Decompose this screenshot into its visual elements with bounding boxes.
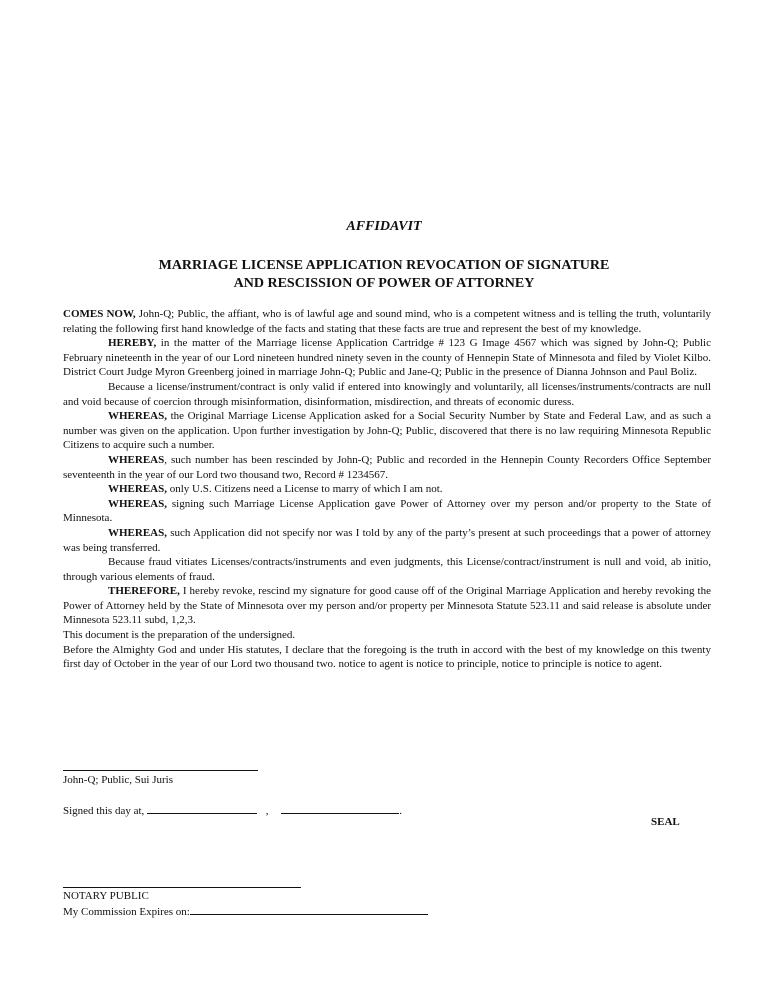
paragraph-lead: WHEREAS, [108, 497, 167, 510]
paragraph-text: only U.S. Citizens need a License to marry of which I am not. [167, 483, 443, 496]
paragraph-lead: WHEREAS [108, 453, 165, 466]
notary-label: NOTARY PUBLIC [63, 890, 149, 902]
commission-expires [63, 904, 428, 919]
paragraph-lead: COMES NOW, [63, 308, 136, 320]
affidavit-body [63, 307, 711, 672]
paragraph-text: I hereby revoke, rescind my signature for good cause off of the Original Marriage Application and hereby revoking the Power of Attorney held by the State of Minnesota over my person and/or property per Minnesota Statute 523.11 and said release is absolute under Minnesota 523.11 subd, 1,2,3. [63, 585, 711, 627]
paragraph-text: John-Q; Public, the affiant, who is of lawful age and sound mind, who is a competent witness and is telling the truth, voluntarily relating the following first hand knowledge of the facts and stating that these facts are true and represent the best of my knowledge. [63, 308, 712, 335]
paragraph-text: signing such Marriage License Application gave Power of Attorney over my person and/or property to the State of Minnesota. [63, 497, 711, 525]
paragraph-lead: HEREBY, [108, 337, 157, 350]
document-subtitle [0, 257, 768, 293]
paragraph-text: such Application did not specify nor was I told by any of the party’s present at such proceedings that a power of attorney was being transferred. [63, 526, 711, 554]
commission-label: My Commission Expires on: [63, 906, 190, 918]
paragraph-lead: THEREFORE, [108, 585, 180, 598]
subtitle-line-2: AND RESCISSION OF POWER OF ATTORNEY [233, 276, 535, 291]
paragraph-lead: WHEREAS, [108, 483, 167, 496]
signed-place-blank [147, 803, 257, 814]
commission-date-blank [190, 904, 428, 915]
paragraph-whereas-citizens [63, 482, 711, 497]
notary-signature-line [63, 887, 301, 888]
paragraph-comes-now [63, 307, 711, 336]
paragraph-text: Because a license/instrument/contract is only valid if entered into knowingly and voluntarily, all licenses/instruments/contracts are null and void because of coercion through misinformation, disinformation, misdirection, and threats of economic duress. [63, 380, 711, 408]
paragraph-lead: WHEREAS, [108, 410, 167, 423]
paragraph-whereas-specify [63, 526, 711, 555]
paragraph-therefore [63, 584, 711, 628]
paragraph-lead: WHEREAS, [108, 526, 167, 539]
paragraph-text: the Original Marriage License Application asked for a Social Security Number by State and Federal Law, and as such a number was given on the application. Upon further investigation by John-Q; Public, discovered that there is no law requiring Minnesota Republic Citizens to acquire such a number. [63, 410, 711, 452]
paragraph-text: Because fraud vitiates Licenses/contracts/instruments and even judgments, this License/contract/instrument is null and void, ab initio, through various elements of fraud. [63, 556, 711, 583]
paragraph-hereby [63, 336, 711, 380]
seal-label: SEAL [651, 816, 680, 828]
signed-label: Signed this day at, [63, 805, 145, 817]
document-title: AFFIDAVIT [346, 219, 422, 234]
paragraph-whereas-power [63, 497, 711, 526]
paragraph-whereas-ssn [63, 409, 711, 453]
closing-declaration: Before the Almighty God and under His statutes, I declare that the foregoing is the truth in accord with the best of my knowledge on this twenty first day of October in the year of our Lord two thousand two. notice to agent is notice to principle, notice to principle is notice to agent. [63, 643, 711, 671]
paragraph-whereas-rescinded [63, 453, 711, 482]
paragraph-text: in the matter of the Marriage license Application Cartridge # 123 G Image 4567 which was signed by John-Q; Public February nineteenth in the year of our Lord nineteen hundred ninety seven in the county of Hennepin State of Minnesota and filed by Violet Kilbo. District Court Judge Myron Greenberg joined in marriage John-Q; Public and Jane-Q; Public in the presence of Dianna Johnson and Paul Boliz. [63, 337, 711, 379]
signed-end-mark: . [399, 805, 403, 817]
signed-separator: , [265, 805, 269, 817]
signed-this-day [63, 803, 402, 818]
signature-line [63, 770, 258, 771]
signed-date-blank [281, 803, 399, 814]
signer-name: John-Q; Public, Sui Juris [63, 774, 174, 786]
paragraph-because-fraud [63, 555, 711, 584]
closing-preparation: This document is the preparation of the undersigned. [63, 629, 296, 642]
paragraph-because-license [63, 380, 711, 409]
subtitle-line-1: MARRIAGE LICENSE APPLICATION REVOCATION OF SIGNATURE [158, 258, 610, 273]
paragraph-text: , such number has been rescinded by John-Q; Public and recorded in the Hennepin County Recorders Office September seventeenth in the year of our Lord two thousand two, Record # 1234567. [63, 453, 711, 481]
